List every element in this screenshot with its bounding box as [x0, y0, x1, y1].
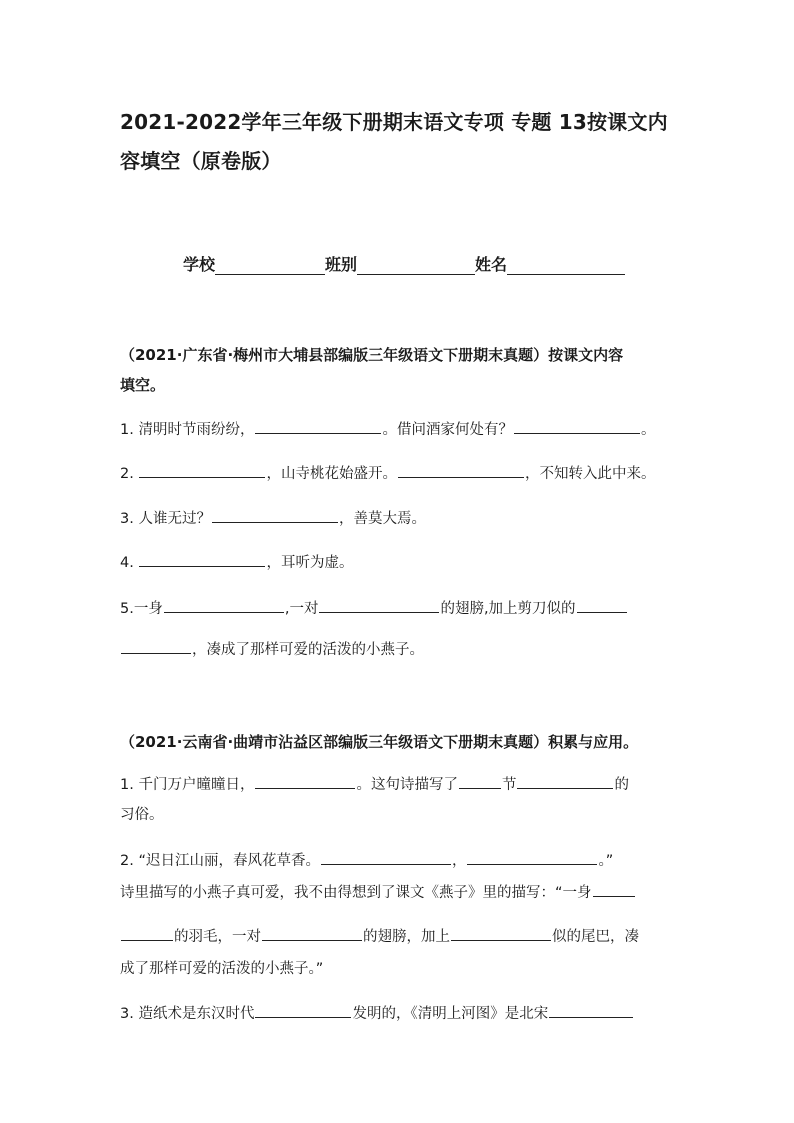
question-1-5 [120, 597, 680, 620]
question-text: 2. “迟日江山丽，春风花草香。 [120, 853, 320, 869]
answer-blank[interactable] [319, 597, 439, 613]
question-2-1-cont [120, 804, 680, 826]
school-label: 学校 [183, 255, 216, 274]
question-2-3 [120, 1002, 680, 1025]
answer-blank[interactable] [467, 849, 597, 865]
answer-blank[interactable] [321, 849, 451, 865]
answer-blank[interactable] [121, 925, 173, 941]
question-text: 习俗。 [120, 807, 164, 823]
question-text: 诗里描写的小燕子真可爱，我不由得想到了课文《燕子》里的描写：“一身 [120, 885, 592, 901]
question-text: ，凑成了那样可爱的活泼的小燕子。 [192, 642, 424, 658]
question-text: 。这句诗描写了 [356, 777, 458, 793]
question-2-2 [120, 849, 680, 872]
question-text: 5.一身 [120, 601, 163, 617]
question-text: 4. [120, 555, 139, 571]
question-text: ，善莫大焉。 [338, 511, 426, 527]
question-text: ，不知转入此中来。 [524, 466, 656, 482]
title-line-2: 容填空（原卷版） [120, 149, 282, 173]
answer-blank[interactable] [164, 597, 284, 613]
question-text: ，山寺桃花始盛开。 [266, 466, 397, 482]
title-line-1: 2021-2022学年三年级下册期末语文专项 专题 13按课文内 [120, 110, 668, 134]
question-text: 1. 千门万户曈曈日， [120, 777, 255, 793]
question-1-4 [120, 551, 680, 574]
question-text: 发明的，《清明上河图》是北宋 [352, 1006, 549, 1022]
question-text: 的翅膀,加上剪刀似的 [440, 601, 576, 617]
question-1-5-cont [120, 638, 680, 661]
answer-blank[interactable] [577, 597, 627, 613]
question-text: 3. 造纸术是东汉时代 [120, 1006, 255, 1022]
question-text: 1. 清明时节雨纷纷， [120, 422, 255, 438]
answer-blank[interactable] [549, 1002, 633, 1018]
name-label: 姓名 [475, 255, 508, 274]
question-1-3 [120, 507, 680, 530]
question-2-1 [120, 773, 680, 796]
answer-blank[interactable] [262, 925, 362, 941]
school-field[interactable] [215, 260, 325, 275]
answer-blank[interactable] [593, 881, 635, 897]
question-text: 。 [640, 422, 656, 438]
section-2-header: （2021·云南省·曲靖市沾益区部编版三年级语文下册期末真题）积累与应用。 [120, 733, 639, 751]
class-field[interactable] [357, 260, 475, 275]
question-text: 3. 人谁无过？ [120, 511, 211, 527]
question-text: 的羽毛，一对 [174, 929, 261, 945]
question-text: 的翅膀，加上 [363, 929, 450, 945]
section-1-header [120, 340, 680, 400]
answer-blank[interactable] [517, 773, 613, 789]
answer-blank[interactable] [451, 925, 551, 941]
question-text: 成了那样可爱的活泼的小燕子。” [120, 961, 324, 977]
question-text: 。借问酒家何处有？ [382, 422, 513, 438]
question-text: ,一对 [284, 601, 319, 617]
question-text: 似的尾巴，凑 [552, 929, 639, 945]
answer-blank[interactable] [459, 773, 501, 789]
answer-blank[interactable] [255, 1002, 351, 1018]
question-text: 的 [614, 777, 629, 793]
question-2-2-line-4 [120, 958, 680, 980]
name-field[interactable] [507, 260, 625, 275]
question-text: 节 [501, 777, 517, 793]
question-2-2-line-3 [120, 925, 680, 948]
question-1-2 [120, 462, 680, 485]
question-2-2-line-2 [120, 881, 680, 904]
answer-blank[interactable] [212, 507, 338, 523]
student-info-row [183, 252, 625, 275]
answer-blank[interactable] [398, 462, 524, 478]
answer-blank[interactable] [139, 551, 265, 567]
page-title [120, 103, 690, 181]
section-1-header-line-2: 填空。 [120, 376, 166, 394]
question-text: 。” [598, 853, 614, 869]
answer-blank[interactable] [514, 418, 640, 434]
question-text: 2. [120, 466, 139, 482]
answer-blank[interactable] [255, 418, 381, 434]
class-label: 班别 [325, 255, 358, 274]
question-text: ，耳听为虚。 [266, 555, 354, 571]
question-1-1 [120, 418, 680, 441]
section-1-header-line-1: （2021·广东省·梅州市大埔县部编版三年级语文下册期末真题）按课文内容 [120, 346, 624, 364]
answer-blank[interactable] [255, 773, 355, 789]
answer-blank[interactable] [121, 638, 191, 654]
answer-blank[interactable] [139, 462, 265, 478]
question-text: ， [451, 853, 467, 869]
